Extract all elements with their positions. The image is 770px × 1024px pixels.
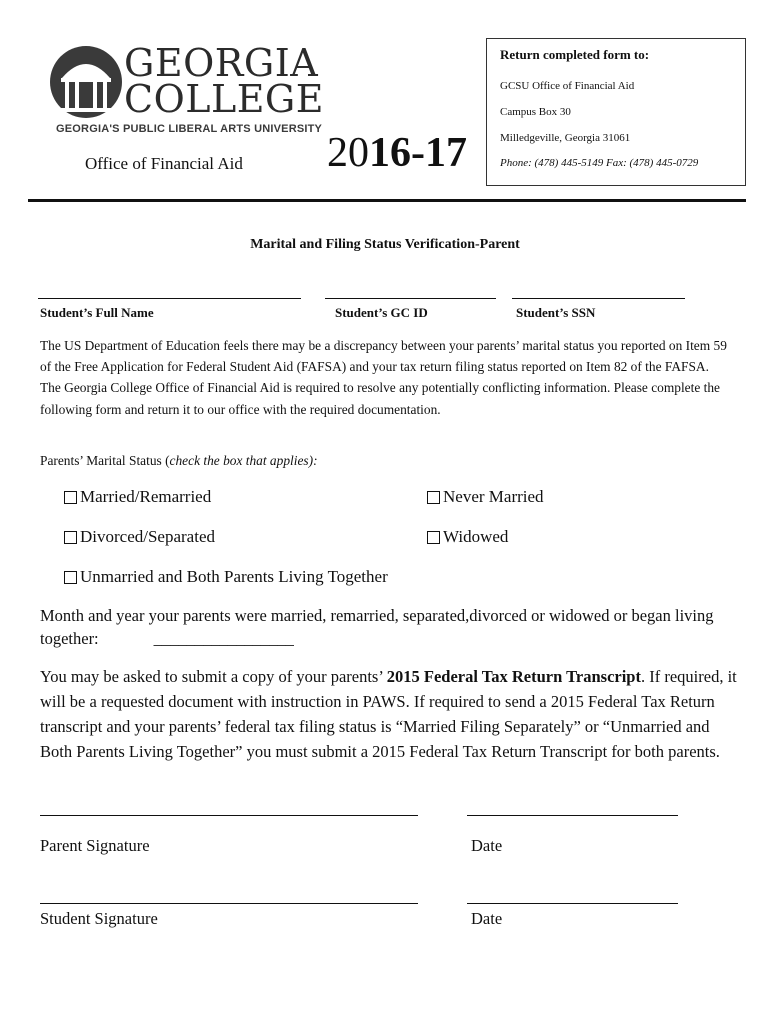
option-married-label: Married/Remarried	[80, 487, 212, 506]
student-signature-line[interactable]	[40, 903, 418, 904]
date-question	[40, 604, 740, 650]
ssn-line[interactable]	[512, 298, 685, 299]
transcript-after: . If required, it will be a requested document with instruction in PAWS. If required to send a 2015 Federal Tax Return transcript and your parents’ federal tax filing status is “Married Filing Separately” or “Unmarried and Both Parents Living Together” you must submit a 2015 Federal Tax Return Transcript for both parents.	[40, 667, 737, 761]
marital-status-label	[40, 453, 318, 469]
full-name-label: Student’s Full Name	[40, 305, 154, 320]
parent-signature-label: Parent Signature	[40, 836, 150, 855]
checkbox-icon[interactable]	[427, 531, 440, 544]
gazebo-icon	[48, 44, 124, 120]
intro-paragraph: The US Department of Education feels there may be a discrepancy between your parents’ marital status you reported on Item 59 of the Free Application for Federal Student Aid (FAFSA) and your tax return filing status reported on Item 82 of the FAFSA. The Georgia College Office of Financial Aid is required to resolve any potentially conflicting information. Please complete the following form and return it to our office with the required documentation.	[40, 338, 727, 417]
return-address-box	[486, 38, 746, 186]
academic-year	[327, 132, 467, 174]
student-date-label: Date	[471, 909, 503, 928]
ssn-label: Student’s SSN	[516, 305, 596, 320]
marital-status-hint: check the box that applies):	[169, 453, 318, 468]
marital-status-text: Parents’ Marital Status (	[40, 453, 170, 468]
checkbox-icon[interactable]	[427, 491, 440, 504]
option-unmarried-label: Unmarried and Both Parents Living Together	[80, 567, 388, 586]
return-city: Milledgeville, Georgia 31061	[500, 132, 631, 144]
logo-word-georgia: GEORGIA	[124, 41, 319, 85]
return-campus-box: Campus Box 30	[500, 106, 571, 118]
gc-id-label: Student’s GC ID	[335, 305, 428, 320]
option-never-married-label: Never Married	[443, 487, 544, 506]
checkbox-icon[interactable]	[64, 571, 77, 584]
option-married[interactable]	[64, 487, 211, 507]
date-answer-blank[interactable]: _________________	[153, 629, 294, 648]
gc-id-line[interactable]	[325, 298, 496, 299]
student-signature-label: Student Signature	[40, 909, 158, 928]
checkbox-icon[interactable]	[64, 531, 77, 544]
parent-signature-line[interactable]	[40, 815, 418, 816]
transcript-paragraph	[40, 664, 740, 764]
transcript-before: You may be asked to submit a copy of your parents’	[40, 667, 387, 686]
return-phone-fax: Phone: (478) 445-5149 Fax: (478) 445-0729	[500, 157, 699, 169]
date-question-text: Month and year your parents were married, remarried, separated,divorced or widowed or began living together:	[40, 606, 714, 648]
parent-date-label: Date	[471, 836, 503, 855]
full-name-line[interactable]	[38, 298, 301, 299]
checkbox-icon[interactable]	[64, 491, 77, 504]
return-box-title: Return completed form to:	[500, 47, 650, 62]
office-name: Office of Financial Aid	[85, 154, 243, 173]
georgia-college-logo	[40, 40, 325, 140]
year-suffix: 16-17	[369, 130, 467, 176]
year-prefix: 20	[327, 130, 369, 176]
option-unmarried-together[interactable]	[64, 567, 388, 587]
header-divider	[28, 199, 746, 202]
form-title: Marital and Filing Status Verification-Parent	[250, 237, 520, 252]
option-never-married[interactable]	[427, 487, 544, 507]
option-divorced-label: Divorced/Separated	[80, 527, 215, 546]
option-widowed-label: Widowed	[443, 527, 509, 546]
option-widowed[interactable]	[427, 527, 508, 547]
parent-date-line[interactable]	[467, 815, 678, 816]
option-divorced[interactable]	[64, 527, 215, 547]
student-date-line[interactable]	[467, 903, 678, 904]
return-office: GCSU Office of Financial Aid	[500, 80, 635, 92]
logo-word-college: COLLEGE	[124, 77, 325, 121]
logo-tagline: GEORGIA'S PUBLIC LIBERAL ARTS UNIVERSITY	[56, 123, 323, 135]
transcript-bold: 2015 Federal Tax Return Transcript	[386, 667, 641, 686]
